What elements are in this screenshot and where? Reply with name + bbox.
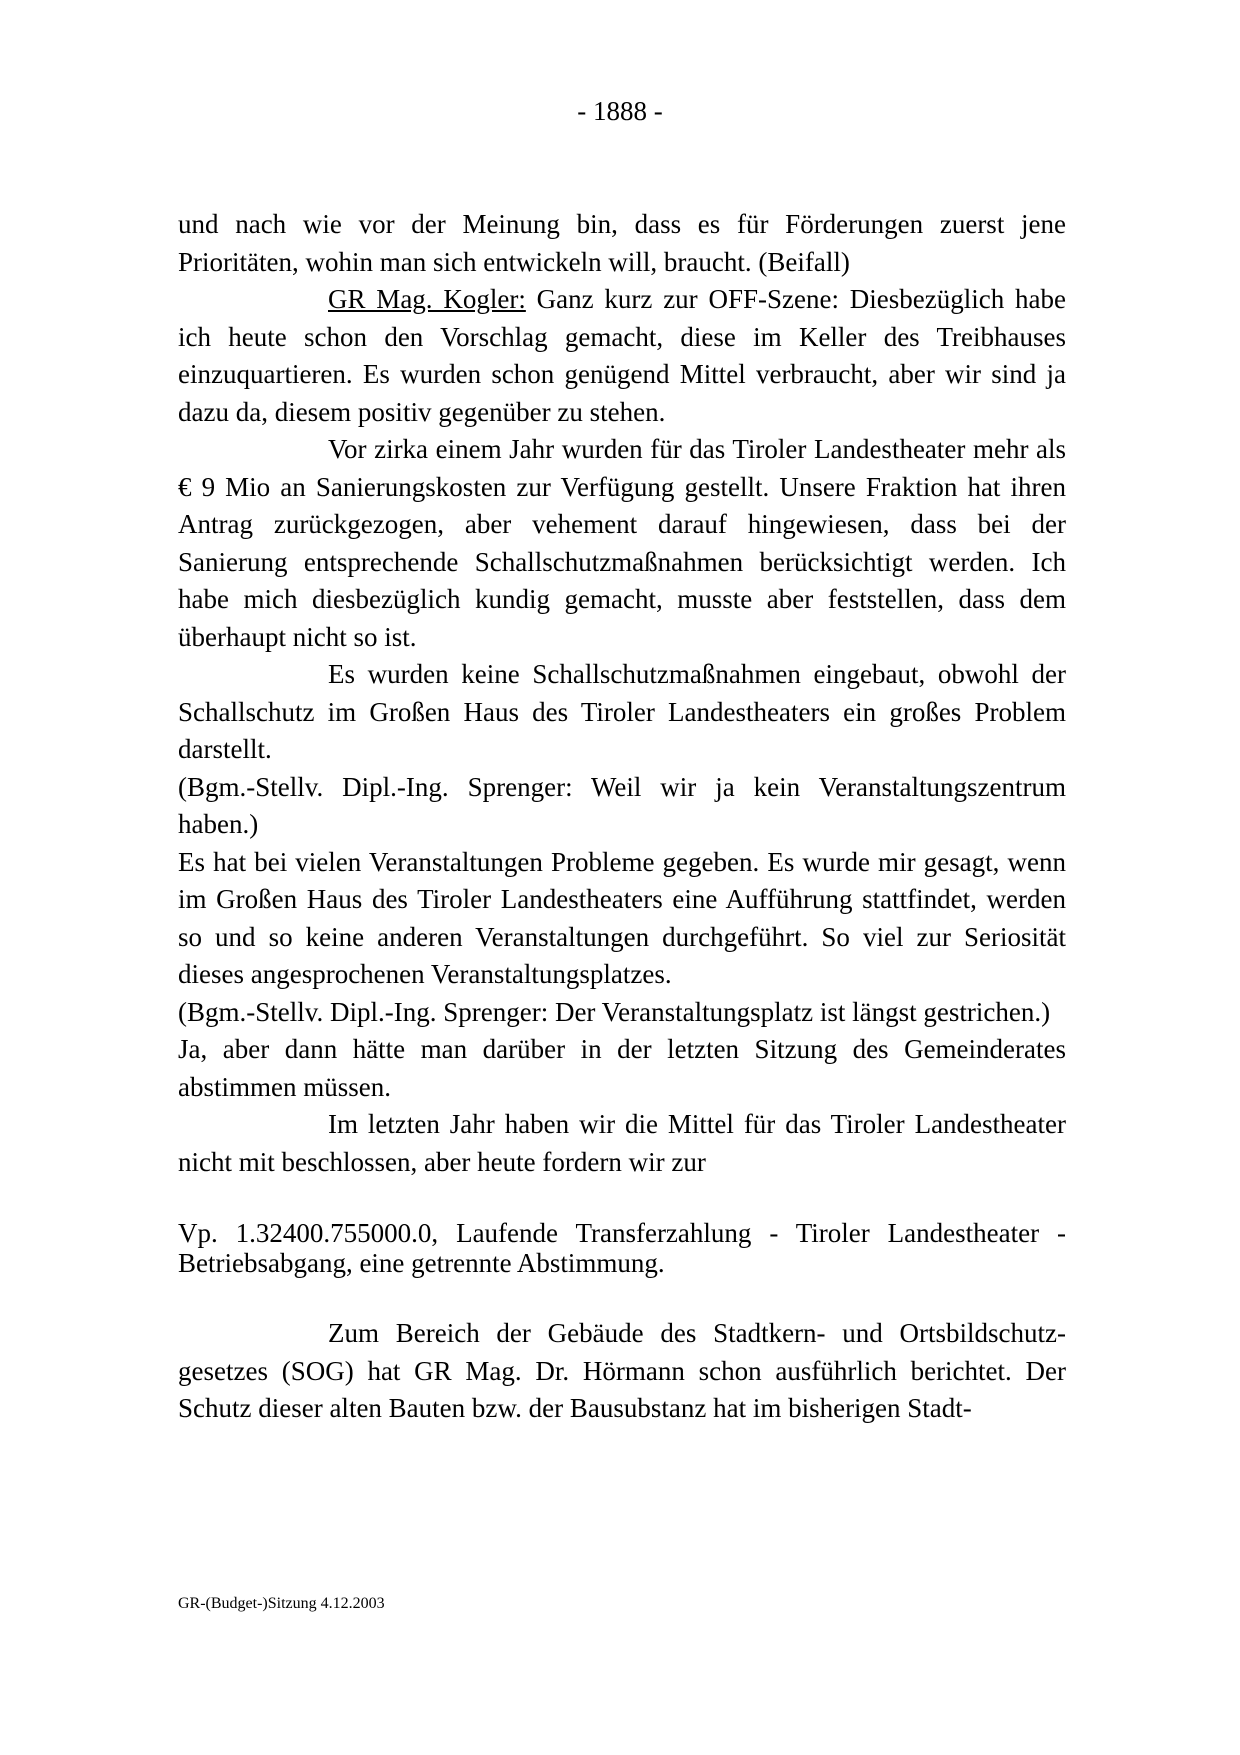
paragraph-1: und nach wie vor der Meinung bin, dass es für Förderungen zuerst jene Prioritäten, wohin man sich entwickeln will, braucht. (Beifall) xyxy=(178,209,1066,277)
interjection-1: (Bgm.-Stellv. Dipl.-Ing. Sprenger: Weil wir ja kein Veranstaltungszentrum haben.) xyxy=(178,771,1066,839)
paragraph-9: Im letzten Jahr haben wir die Mittel für das Tiroler Landestheater nicht mit beschlossen, aber heute fordern wir zur xyxy=(178,1109,1066,1177)
speaker-name: GR Mag. Kogler: xyxy=(328,284,526,314)
paragraph-4: Es wurden keine Schallschutzmaßnahmen eingebaut, obwohl der Schallschutz im Großen Haus des Tiroler Landestheaters ein großes Problem darstellt. xyxy=(178,659,1066,764)
paragraph-6: Es hat bei vielen Veranstaltungen Probleme gegeben. Es wurde mir gesagt, wenn im Großen Haus des Tiroler Landestheaters eine Aufführung stattfindet, werden so und so keine anderen Veranstaltungen durchgeführt. So viel zur Seriosität dieses angesprochenen Veranstaltungsplatzes. xyxy=(178,846,1066,989)
paragraph-2 xyxy=(178,281,1066,431)
budget-item-paragraph: Vp. 1.32400.755000.0, Laufende Transferzahlung - Tiroler Landestheater - Betriebsabgang, eine getrennte Abstimmung. xyxy=(178,1218,1066,1278)
paragraph-3: Vor zirka einem Jahr wurden für das Tiroler Landestheater mehr als € 9 Mio an Sanierungskosten zur Verfügung gestellt. Unsere Fraktion hat ihren Antrag zurückgezogen, aber vehement darauf hingewiesen, dass bei der Sanierung entsprechende Schallschutzmaßnahmen berücksichtigt werden. Ich habe mich diesbezüglich kundig gemacht, musste aber feststellen, dass dem überhaupt nicht so ist. xyxy=(178,434,1066,652)
paragraph-8: Ja, aber dann hätte man darüber in der letzten Sitzung des Gemeinderates abstimmen müssen. xyxy=(178,1034,1066,1102)
footer-session: GR-(Budget-)Sitzung 4.12.2003 xyxy=(178,1595,385,1612)
paragraph-11: Zum Bereich der Gebäude des Stadtkern- und Ortsbildschutzgesetzes (SOG) hat GR Mag. Dr. Hörmann schon ausführlich berichtet. Der Schutz dieser alten Bauten bzw. der Bausubstanz hat im bisherigen Stadt- xyxy=(178,1318,1066,1423)
document-body xyxy=(178,206,1066,1428)
page-number: - 1888 - xyxy=(577,96,663,126)
interjection-2: (Bgm.-Stellv. Dipl.-Ing. Sprenger: Der Veranstaltungsplatz ist längst gestrichen.) xyxy=(178,996,1051,1027)
speaker-statement: Ganz kurz zur OFF-Szene: Diesbezüglich habe ich heute schon den Vorschlag gemacht, diese im Keller des Treibhauses einzuquartieren. Es wurden schon genügend Mittel verbraucht, aber wir sind ja dazu da, diesem positiv gegenüber zu stehen. xyxy=(178,284,1066,427)
